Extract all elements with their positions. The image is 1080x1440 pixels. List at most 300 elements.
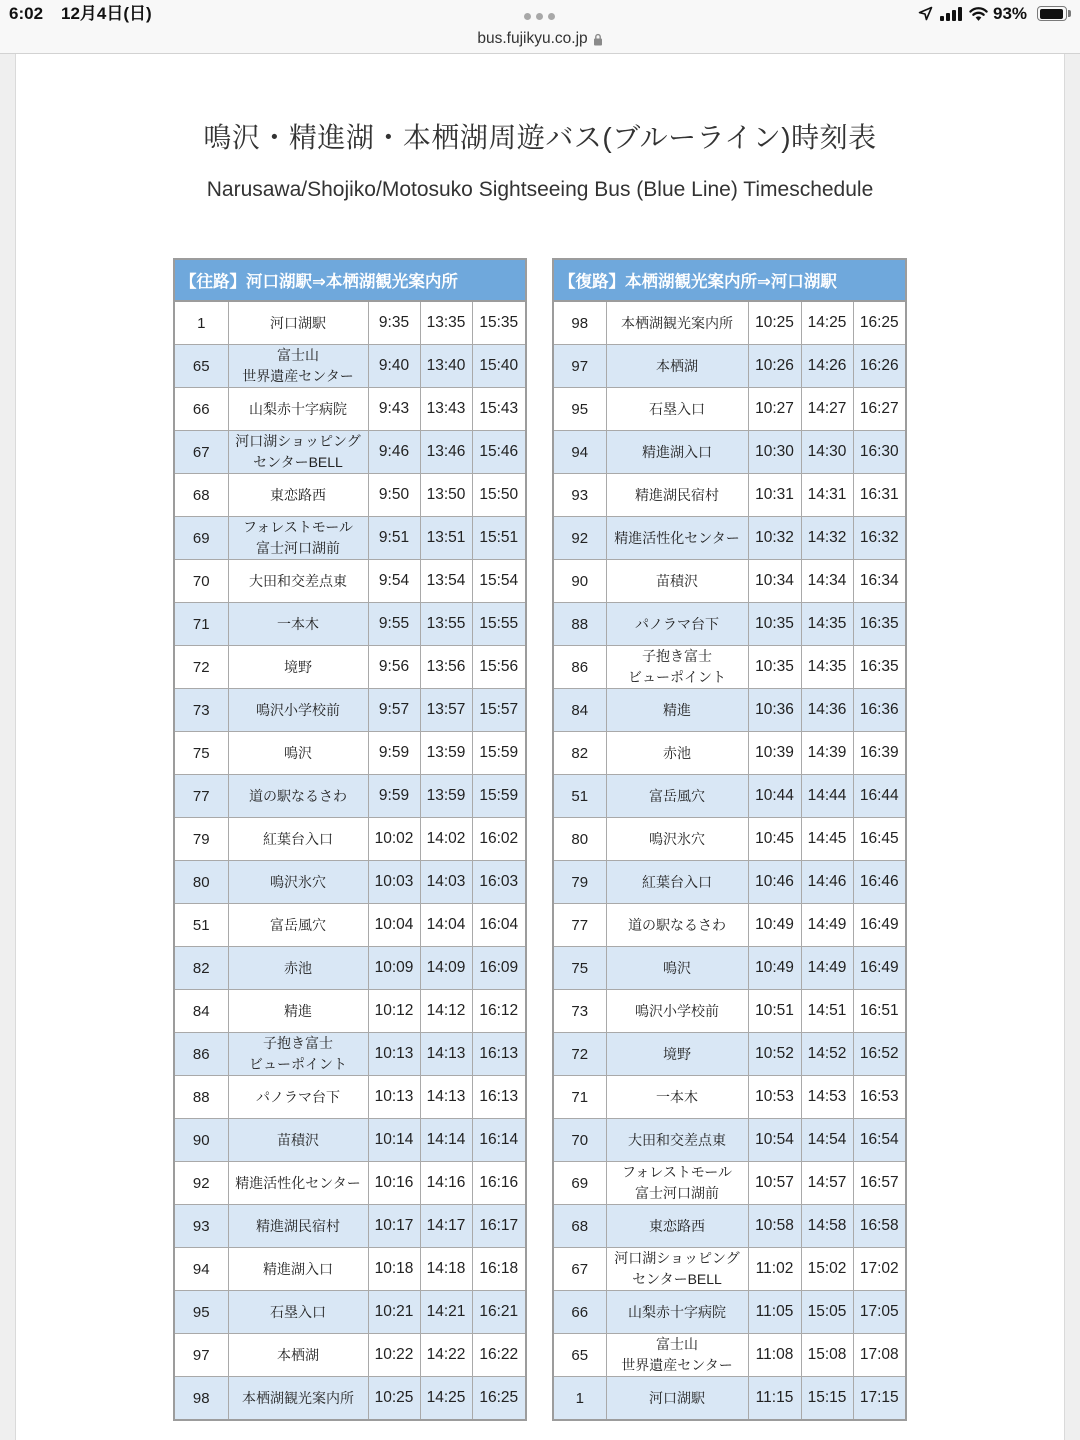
departure-time-cell: 10:30 [748,431,801,474]
stop-name-cell [606,560,748,603]
stop-name-line: 鳴沢小学校前 [256,701,340,718]
departure-time-cell: 10:17 [368,1205,420,1248]
stop-name-cell [606,474,748,517]
stop-name-cell [606,1291,748,1334]
departure-time-cell: 14:27 [801,388,853,431]
battery-fill [1040,9,1063,19]
departure-time-cell: 16:04 [472,904,526,947]
departure-time-cell: 10:51 [748,990,801,1033]
departure-time-cell: 16:22 [472,1334,526,1377]
table-row [174,388,526,431]
stop-name-line: 東恋路西 [270,486,326,503]
stop-name-line: 赤池 [663,744,691,761]
table-row [174,775,526,818]
stop-name-cell [228,474,368,517]
stop-name-cell [228,1205,368,1248]
stop-name-line: 精進湖入口 [263,1260,333,1277]
departure-time-cell: 14:57 [801,1162,853,1205]
stop-number-cell: 68 [174,474,228,517]
table-header-row [174,259,526,301]
stop-number-cell: 51 [553,775,606,818]
table-row [553,990,906,1033]
url-text[interactable]: bus.fujikyu.co.jp [477,30,588,47]
departure-time-cell: 9:57 [368,689,420,732]
location-arrow-icon [918,6,933,21]
stop-name-cell [228,517,368,560]
table-row [553,1291,906,1334]
stop-name-cell [606,603,748,646]
departure-time-cell: 9:56 [368,646,420,689]
departure-time-cell: 13:59 [420,775,472,818]
departure-time-cell: 14:30 [801,431,853,474]
stop-name-cell [606,431,748,474]
stop-name-line: 境野 [663,1045,691,1062]
stop-name-line: 精進湖民宿村 [635,486,719,503]
departure-time-cell: 10:36 [748,689,801,732]
stop-number-cell: 88 [174,1076,228,1119]
departure-time-cell: 14:58 [801,1205,853,1248]
departure-time-cell: 14:13 [420,1076,472,1119]
departure-time-cell: 14:46 [801,861,853,904]
stop-number-cell: 79 [553,861,606,904]
departure-time-cell: 15:55 [472,603,526,646]
table-row [553,1033,906,1076]
departure-time-cell: 14:14 [420,1119,472,1162]
departure-time-cell: 14:22 [420,1334,472,1377]
stop-number-cell: 67 [553,1248,606,1291]
stop-name-line: 精進活性化センター [235,1174,361,1191]
stop-name-line: 富岳風穴 [649,787,705,804]
departure-time-cell: 14:25 [420,1377,472,1421]
departure-time-cell: 9:59 [368,775,420,818]
departure-time-cell: 10:04 [368,904,420,947]
departure-time-cell: 15:05 [801,1291,853,1334]
stop-number-cell: 98 [174,1377,228,1421]
departure-time-cell: 10:09 [368,947,420,990]
table-row [553,560,906,603]
table-row [553,1248,906,1291]
stop-number-cell: 77 [174,775,228,818]
stop-number-cell: 93 [174,1205,228,1248]
departure-time-cell: 14:16 [420,1162,472,1205]
stop-number-cell: 95 [553,388,606,431]
stop-number-cell: 84 [553,689,606,732]
stop-name-cell [606,1377,748,1421]
table-row [553,474,906,517]
stop-name-line: フォレストモール [621,1164,733,1180]
outbound-timetable [173,258,527,1421]
departure-time-cell: 10:25 [748,301,801,345]
stop-name-line: 紅葉台入口 [642,873,712,890]
stop-number-cell: 86 [174,1033,228,1076]
departure-time-cell: 16:34 [853,560,906,603]
departure-time-cell: 16:52 [853,1033,906,1076]
table-row [553,301,906,345]
inbound-timetable [552,258,907,1421]
table-row [553,345,906,388]
table-row [174,646,526,689]
stop-name-line: 鳴沢 [284,744,312,761]
stop-name-line: 河口湖ショッピング [235,433,361,449]
stop-name-cell [606,689,748,732]
departure-time-cell: 14:09 [420,947,472,990]
departure-time-cell: 15:50 [472,474,526,517]
departure-time-cell: 10:22 [368,1334,420,1377]
stop-name-line: 境野 [284,658,312,675]
departure-time-cell: 10:57 [748,1162,801,1205]
stop-name-cell [228,431,368,474]
stop-name-line: センターBELL [632,1271,722,1287]
stop-name-cell [228,646,368,689]
table-row [174,861,526,904]
stop-name-cell [228,1291,368,1334]
table-row [553,388,906,431]
departure-time-cell: 13:54 [420,560,472,603]
departure-time-cell: 9:54 [368,560,420,603]
table-row [174,1162,526,1205]
table-row [174,517,526,560]
departure-time-cell: 16:51 [853,990,906,1033]
page-subtitle: Narusawa/Shojiko/Motosuko Sightseeing Bus (Blue Line) Timeschedule [206,178,874,201]
departure-time-cell: 15:59 [472,775,526,818]
departure-time-cell: 16:39 [853,732,906,775]
stop-number-cell: 72 [553,1033,606,1076]
stop-name-line: パノラマ台下 [256,1088,340,1105]
departure-time-cell: 14:03 [420,861,472,904]
departure-time-cell: 10:54 [748,1119,801,1162]
departure-time-cell: 14:21 [420,1291,472,1334]
stop-name-cell [606,904,748,947]
departure-time-cell: 16:49 [853,947,906,990]
stop-name-line: 河口湖駅 [270,314,326,331]
stop-name-cell [606,990,748,1033]
stop-number-cell: 94 [174,1248,228,1291]
departure-time-cell: 13:35 [420,301,472,345]
departure-time-cell: 16:57 [853,1162,906,1205]
stop-name-line: 石塁入口 [270,1303,326,1320]
stop-name-line: 世界遺産センター [621,1357,733,1373]
stop-name-line: 子抱き富士 [642,648,712,664]
lock-icon [593,33,603,46]
departure-time-cell: 16:30 [853,431,906,474]
departure-time-cell: 16:54 [853,1119,906,1162]
departure-time-cell: 15:08 [801,1334,853,1377]
stop-number-cell: 73 [553,990,606,1033]
departure-time-cell: 14:32 [801,517,853,560]
stop-number-cell: 86 [553,646,606,689]
battery-nub [1068,10,1071,17]
stop-name-line: 本栖湖観光案内所 [621,314,733,331]
stop-name-line: 山梨赤十字病院 [628,1303,726,1320]
stop-number-cell: 71 [174,603,228,646]
departure-time-cell: 15:02 [801,1248,853,1291]
stop-name-line: 精進 [284,1002,312,1019]
table-row [553,1119,906,1162]
departure-time-cell: 16:09 [472,947,526,990]
departure-time-cell: 9:43 [368,388,420,431]
departure-time-cell: 15:54 [472,560,526,603]
departure-time-cell: 14:12 [420,990,472,1033]
departure-time-cell: 14:52 [801,1033,853,1076]
departure-time-cell: 13:57 [420,689,472,732]
departure-time-cell: 9:40 [368,345,420,388]
stop-name-line: 精進湖入口 [642,443,712,460]
table-row [174,603,526,646]
departure-time-cell: 16:35 [853,646,906,689]
departure-time-cell: 16:16 [472,1162,526,1205]
stop-name-cell [606,1076,748,1119]
stop-number-cell: 82 [174,947,228,990]
departure-time-cell: 16:49 [853,904,906,947]
departure-time-cell: 14:34 [801,560,853,603]
departure-time-cell: 15:43 [472,388,526,431]
departure-time-cell: 14:44 [801,775,853,818]
stop-number-cell: 82 [553,732,606,775]
table-row [553,1377,906,1421]
multitasking-handle[interactable] [524,13,556,21]
page-gutter-right [1064,54,1080,1440]
stop-name-line: 河口湖駅 [649,1389,705,1406]
stop-number-cell: 69 [553,1162,606,1205]
departure-time-cell: 16:02 [472,818,526,861]
stop-number-cell: 75 [553,947,606,990]
departure-time-cell: 16:25 [853,301,906,345]
departure-time-cell: 14:13 [420,1033,472,1076]
stop-name-line: 鳴沢氷穴 [270,873,326,890]
stop-name-line: 富士河口湖前 [256,540,340,556]
departure-time-cell: 14:53 [801,1076,853,1119]
table-row [174,818,526,861]
departure-time-cell: 14:18 [420,1248,472,1291]
departure-time-cell: 13:56 [420,646,472,689]
stop-name-cell [228,388,368,431]
stop-name-line: 大田和交差点東 [249,572,347,589]
stop-name-cell [228,775,368,818]
stop-name-line: 本栖湖観光案内所 [242,1389,354,1406]
stop-name-line: 大田和交差点東 [628,1131,726,1148]
departure-time-cell: 14:49 [801,904,853,947]
stop-number-cell: 71 [553,1076,606,1119]
departure-time-cell: 16:58 [853,1205,906,1248]
departure-time-cell: 16:53 [853,1076,906,1119]
stop-name-cell [228,345,368,388]
stop-name-cell [228,1119,368,1162]
stop-name-line: 東恋路西 [649,1217,705,1234]
departure-time-cell: 14:31 [801,474,853,517]
status-time: 6:02 [9,4,44,23]
departure-time-cell: 9:59 [368,732,420,775]
departure-time-cell: 14:35 [801,603,853,646]
page-title: 鳴沢・精進湖・本栖湖周遊バス(ブルーライン)時刻表 [203,122,877,153]
departure-time-cell: 16:35 [853,603,906,646]
stop-name-line: 一本木 [277,615,319,632]
departure-time-cell: 13:43 [420,388,472,431]
stop-number-cell: 98 [553,301,606,345]
stop-number-cell: 1 [174,301,228,345]
departure-time-cell: 10:27 [748,388,801,431]
stop-name-line: 鳴沢 [663,959,691,976]
departure-time-cell: 11:02 [748,1248,801,1291]
departure-time-cell: 10:49 [748,947,801,990]
table-row [174,1377,526,1421]
stop-number-cell: 92 [553,517,606,560]
stop-name-cell [228,990,368,1033]
stop-number-cell: 94 [553,431,606,474]
departure-time-cell: 13:55 [420,603,472,646]
departure-time-cell: 10:31 [748,474,801,517]
departure-time-cell: 13:46 [420,431,472,474]
stop-name-cell [606,861,748,904]
table-row [553,732,906,775]
stop-name-line: 富士山 [656,1336,698,1352]
departure-time-cell: 14:04 [420,904,472,947]
stop-name-cell [228,1033,368,1076]
stop-number-cell: 68 [553,1205,606,1248]
stop-name-cell [606,775,748,818]
table-row [174,1076,526,1119]
inbound-table-body [553,301,906,1420]
stop-number-cell: 73 [174,689,228,732]
departure-time-cell: 17:08 [853,1334,906,1377]
stop-name-cell [228,1334,368,1377]
departure-time-cell: 10:35 [748,603,801,646]
stop-name-line: 道の駅なるさわ [628,916,726,933]
stop-number-cell: 79 [174,818,228,861]
departure-time-cell: 10:34 [748,560,801,603]
stop-number-cell: 66 [174,388,228,431]
departure-time-cell: 15:57 [472,689,526,732]
departure-time-cell: 15:15 [801,1377,853,1421]
departure-time-cell: 14:26 [801,345,853,388]
table-row [174,1205,526,1248]
stop-number-cell: 72 [174,646,228,689]
table-row [174,1334,526,1377]
departure-time-cell: 17:02 [853,1248,906,1291]
departure-time-cell: 16:45 [853,818,906,861]
table-row [553,1162,906,1205]
departure-time-cell: 10:16 [368,1162,420,1205]
stop-number-cell: 84 [174,990,228,1033]
table-row [174,1033,526,1076]
departure-time-cell: 15:51 [472,517,526,560]
departure-time-cell: 14:49 [801,947,853,990]
departure-time-cell: 10:12 [368,990,420,1033]
departure-time-cell: 14:39 [801,732,853,775]
table-header-row [553,259,906,301]
address-bar[interactable] [0,28,1080,50]
stop-name-cell [228,1248,368,1291]
departure-time-cell: 16:03 [472,861,526,904]
table-row [174,431,526,474]
stop-number-cell: 97 [553,345,606,388]
stop-name-line: 本栖湖 [656,357,698,374]
table-row [174,345,526,388]
table-row [174,1291,526,1334]
departure-time-cell: 16:46 [853,861,906,904]
departure-time-cell: 16:17 [472,1205,526,1248]
departure-time-cell: 14:45 [801,818,853,861]
inbound-header: 【復路】本栖湖観光案内所⇒河口湖駅 [553,259,906,301]
stop-name-cell [606,1162,748,1205]
stop-name-cell [606,517,748,560]
stop-name-line: 一本木 [656,1088,698,1105]
table-row [174,560,526,603]
departure-time-cell: 16:44 [853,775,906,818]
departure-time-cell: 10:45 [748,818,801,861]
stop-number-cell: 93 [553,474,606,517]
stop-name-cell [228,560,368,603]
departure-time-cell: 10:03 [368,861,420,904]
departure-time-cell: 10:35 [748,646,801,689]
stop-name-line: 河口湖ショッピング [614,1250,740,1266]
stop-name-line: ビューポイント [249,1056,347,1072]
stop-number-cell: 69 [174,517,228,560]
table-row [553,818,906,861]
departure-time-cell: 16:18 [472,1248,526,1291]
departure-time-cell: 10:49 [748,904,801,947]
table-row [553,431,906,474]
stop-number-cell: 77 [553,904,606,947]
departure-time-cell: 10:32 [748,517,801,560]
stop-name-cell [606,646,748,689]
stop-name-line: 精進湖民宿村 [256,1217,340,1234]
departure-time-cell: 10:58 [748,1205,801,1248]
table-row [174,301,526,345]
stop-name-cell [228,818,368,861]
table-row [174,947,526,990]
departure-time-cell: 14:25 [801,301,853,345]
stop-number-cell: 51 [174,904,228,947]
stop-name-line: フォレストモール [242,519,354,535]
stop-name-line: 世界遺産センター [242,368,354,384]
departure-time-cell: 16:21 [472,1291,526,1334]
departure-time-cell: 15:59 [472,732,526,775]
stop-name-cell [228,1076,368,1119]
stop-name-line: 精進 [663,701,691,718]
departure-time-cell: 16:13 [472,1076,526,1119]
departure-time-cell: 13:51 [420,517,472,560]
stop-number-cell: 1 [553,1377,606,1421]
stop-number-cell: 95 [174,1291,228,1334]
stop-name-line: パノラマ台下 [635,615,719,632]
departure-time-cell: 14:17 [420,1205,472,1248]
stop-name-cell [228,904,368,947]
departure-time-cell: 14:36 [801,689,853,732]
battery-percentage: 93% [993,4,1028,23]
departure-time-cell: 10:13 [368,1076,420,1119]
table-row [553,646,906,689]
departure-time-cell: 15:46 [472,431,526,474]
departure-time-cell: 16:32 [853,517,906,560]
stop-name-line: 道の駅なるさわ [249,787,347,804]
departure-time-cell: 14:54 [801,1119,853,1162]
departure-time-cell: 9:50 [368,474,420,517]
table-row [553,947,906,990]
stop-name-line: 苗積沢 [277,1131,319,1148]
departure-time-cell: 10:46 [748,861,801,904]
departure-time-cell: 10:21 [368,1291,420,1334]
stop-name-cell [606,1033,748,1076]
stop-name-line: 苗積沢 [656,572,698,589]
departure-time-cell: 16:26 [853,345,906,388]
departure-time-cell: 13:40 [420,345,472,388]
stop-name-line: 石塁入口 [649,400,705,417]
departure-time-cell: 16:13 [472,1033,526,1076]
stop-name-cell [606,388,748,431]
stop-number-cell: 65 [553,1334,606,1377]
stop-name-cell [606,732,748,775]
departure-time-cell: 17:15 [853,1377,906,1421]
